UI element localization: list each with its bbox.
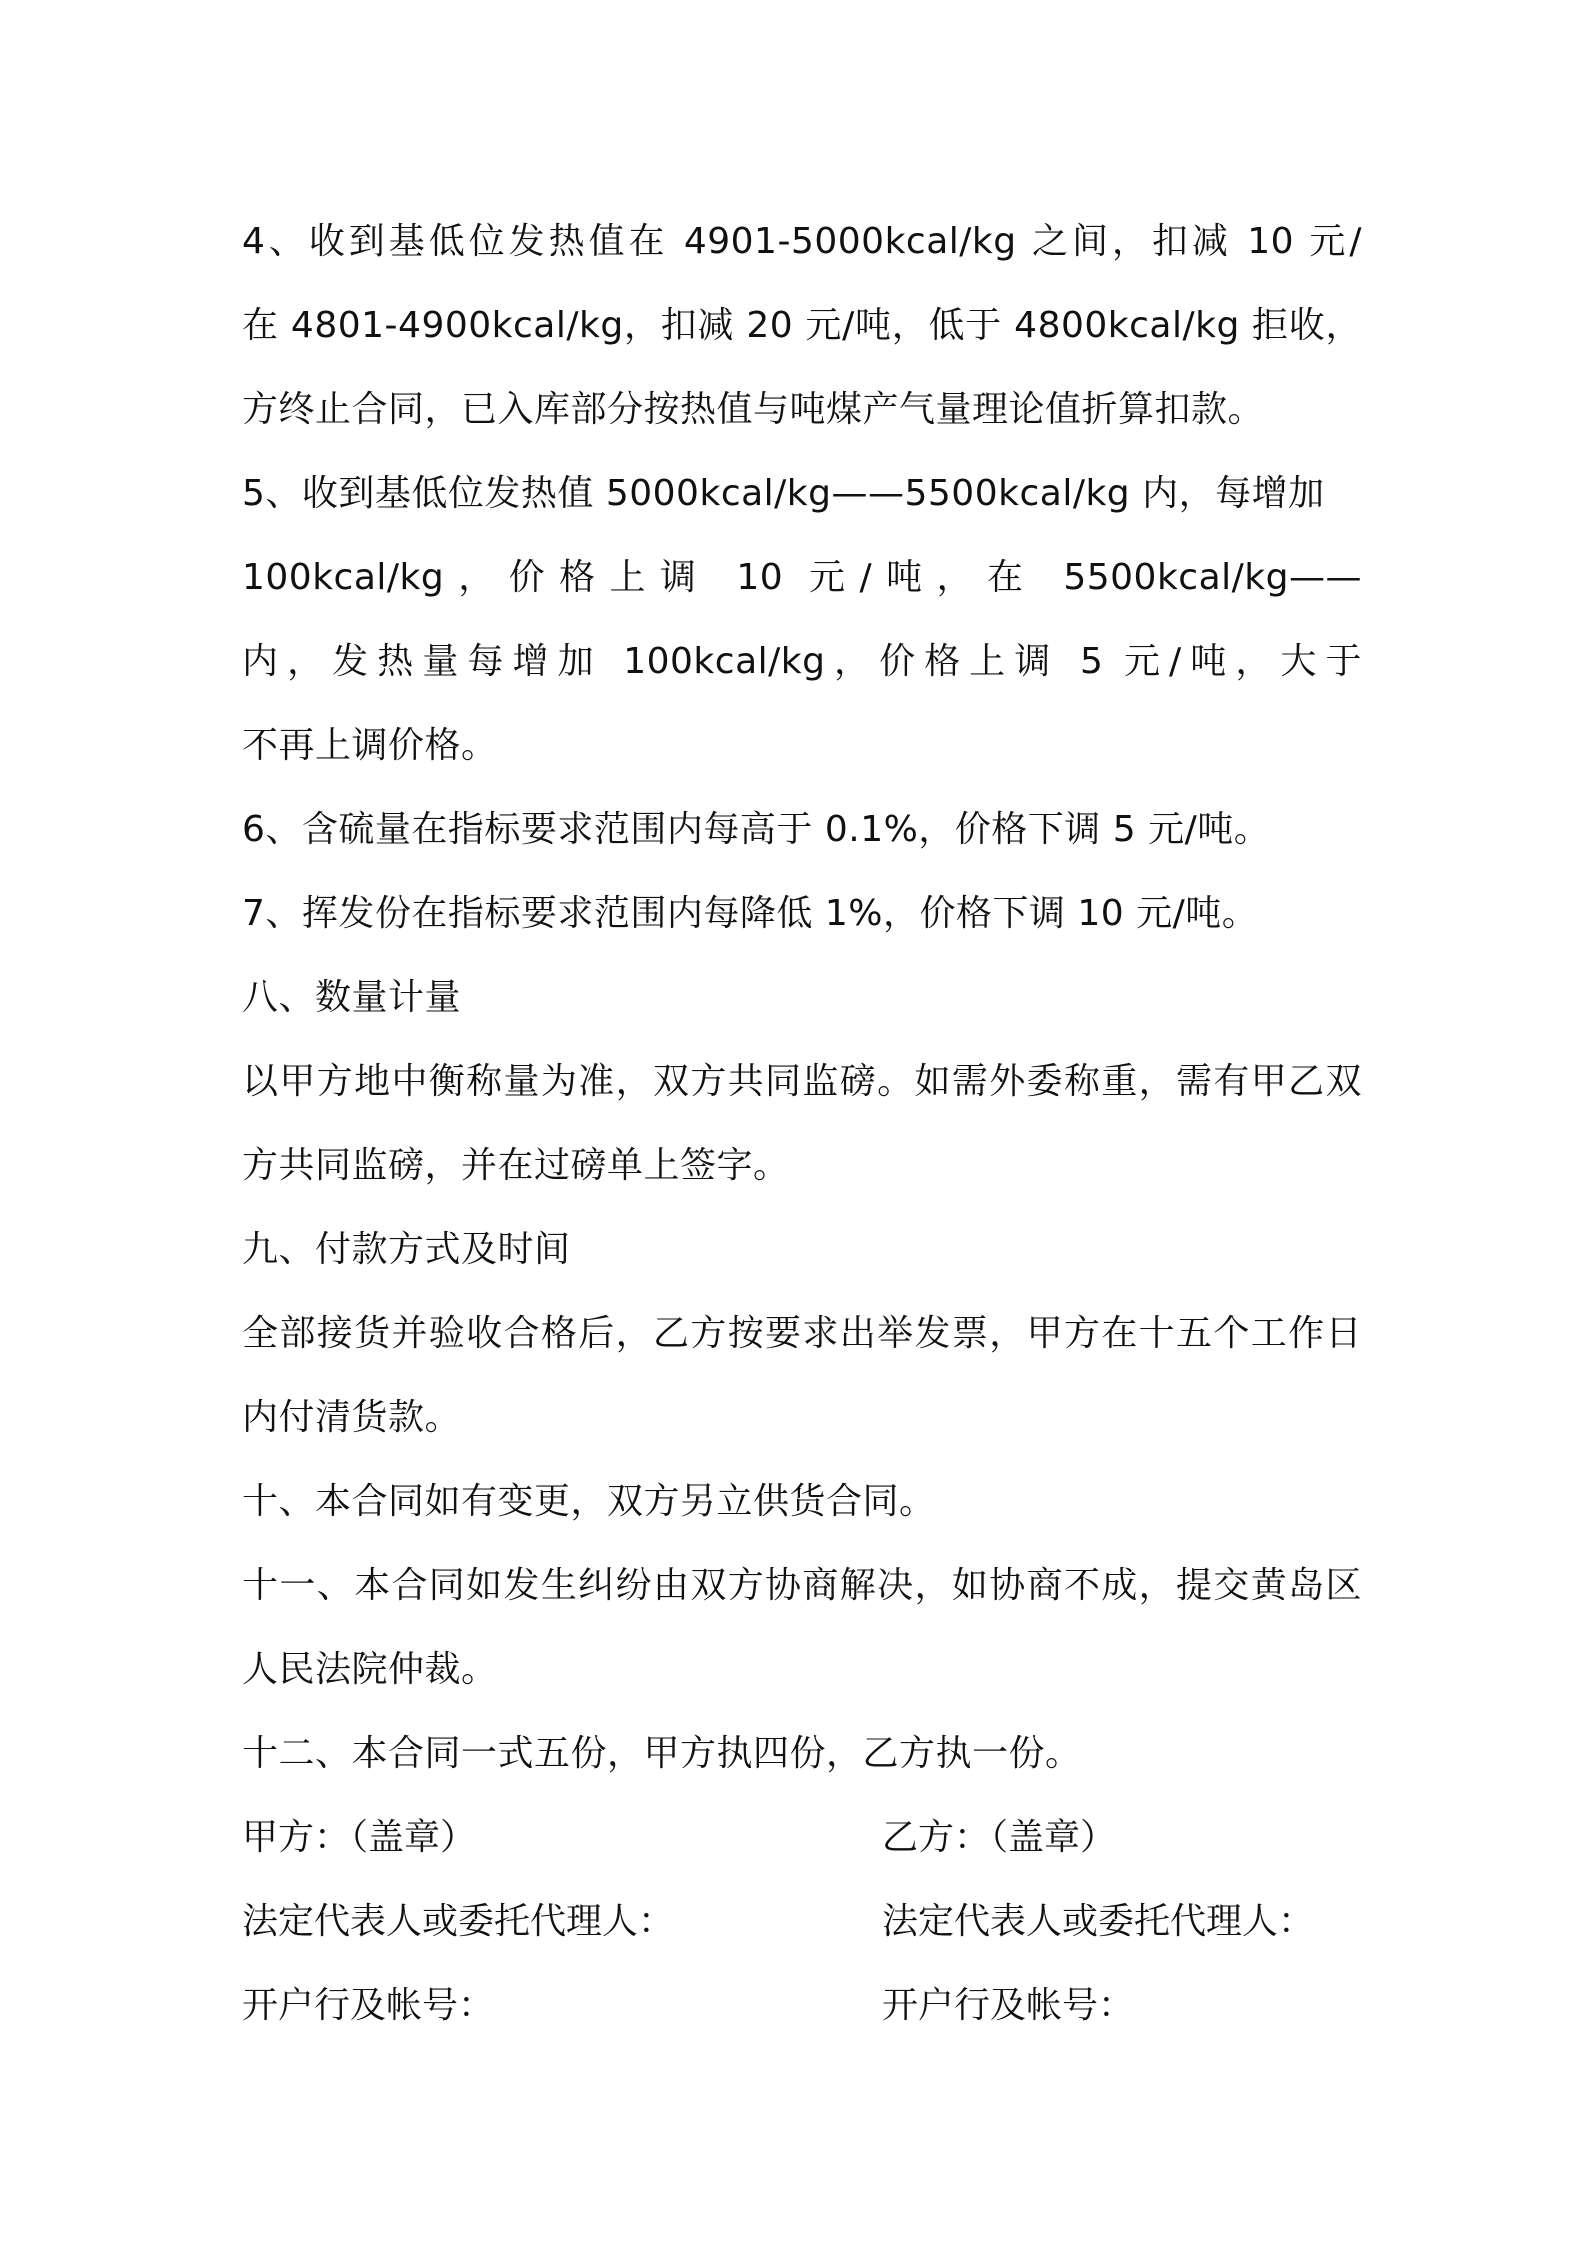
party-a-representative: 法定代表人或委托代理人： bbox=[242, 1901, 675, 1942]
party-b-representative: 法定代表人或委托代理人： bbox=[882, 1901, 1315, 1942]
signature-row-seal bbox=[242, 1796, 1362, 1880]
section-9-line-1: 全部接货并验收合格后，乙方按要求出举发票，甲方在十五个工作日 bbox=[242, 1313, 1362, 1354]
party-b-bank-account: 开户行及帐号： bbox=[882, 1985, 1135, 2026]
section-12: 十二、本合同一式五份，甲方执四份，乙方执一份。 bbox=[242, 1733, 1082, 1774]
section-8-line-2: 方共同监磅，并在过磅单上签字。 bbox=[242, 1145, 790, 1186]
clause-4-line-2: 在 4801-4900kcal/kg，扣减 20 元/吨，低于 4800kcal/kg 拒收， bbox=[242, 305, 1362, 346]
section-8-heading: 八、数量计量 bbox=[242, 977, 462, 1018]
signature-row-representative bbox=[242, 1880, 1362, 1964]
contract-body bbox=[242, 200, 1362, 2048]
party-a-seal: 甲方：（盖章） bbox=[242, 1817, 477, 1858]
clause-5-line-1: 5、收到基低位发热值 5000kcal/kg——5500kcal/kg 内，每增加 bbox=[242, 473, 1325, 514]
clause-5-line-2: 100kcal/kg，价格上调 10 元/吨，在 5500kcal/kg—— bbox=[242, 557, 1362, 598]
clause-6: 6、含硫量在指标要求范围内每高于 0.1%，价格下调 5 元/吨。 bbox=[242, 809, 1271, 850]
party-b-seal: 乙方：（盖章） bbox=[882, 1817, 1117, 1858]
section-11-line-2: 人民法院仲裁。 bbox=[242, 1649, 498, 1690]
section-11-line-1: 十一、本合同如发生纠纷由双方协商解决，如协商不成，提交黄岛区 bbox=[242, 1565, 1362, 1606]
section-8-line-1: 以甲方地中衡称量为准，双方共同监磅。如需外委称重，需有甲乙双 bbox=[242, 1061, 1362, 1102]
section-10: 十、本合同如有变更，双方另立供货合同。 bbox=[242, 1481, 936, 1522]
party-a-bank-account: 开户行及帐号： bbox=[242, 1985, 495, 2026]
clause-4-line-1: 4、收到基低位发热值在 4901-5000kcal/kg 之间，扣减 10 元/ bbox=[242, 221, 1362, 262]
section-9-heading: 九、付款方式及时间 bbox=[242, 1229, 571, 1270]
clause-7: 7、挥发份在指标要求范围内每降低 1%，价格下调 10 元/吨。 bbox=[242, 893, 1259, 934]
section-9-line-2: 内付清货款。 bbox=[242, 1397, 462, 1438]
signature-row-bank bbox=[242, 1964, 1362, 2048]
clause-5-line-4: 不再上调价格。 bbox=[242, 725, 498, 766]
clause-5-line-3: 内，发热量每增加 100kcal/kg，价格上调 5 元/吨，大于 bbox=[242, 641, 1362, 682]
clause-4-line-3: 方终止合同，已入库部分按热值与吨煤产气量理论值折算扣款。 bbox=[242, 389, 1265, 430]
